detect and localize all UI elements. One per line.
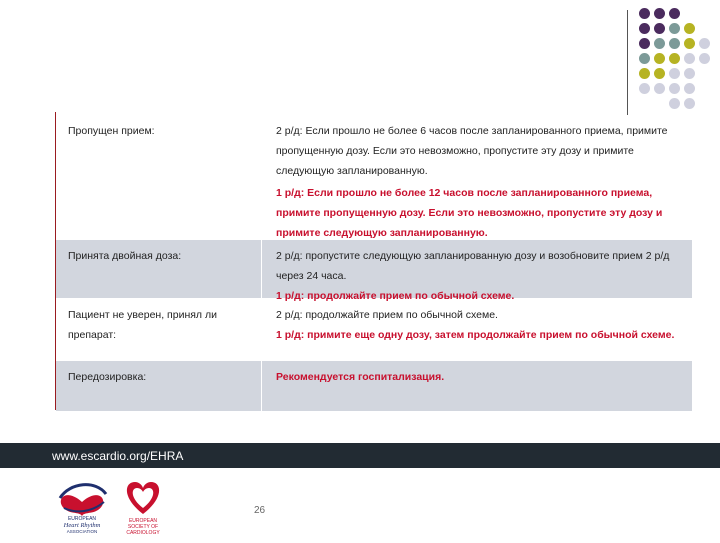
table-row [56,115,692,240]
esc-logo [118,478,168,543]
row-content [262,299,692,360]
row-content [262,361,692,411]
footer-url-link[interactable]: www.escardio.org/EHRA [52,449,184,463]
table-row [56,299,692,361]
table-row [56,361,692,412]
top-divider-line [627,10,628,115]
row-red-text: 1 р/д: примите еще одну дозу, затем продолжайте прием по обычной схеме. [276,329,675,341]
row-label: Принята двойная доза: [56,240,262,298]
svg-text:ASSOCIATION: ASSOCIATION [66,529,98,534]
row-text: 2 р/д: продолжайте прием по обычной схеме. [276,309,498,321]
page-number: 26 [254,505,266,516]
ehra-logo [52,472,112,539]
row-red-text: 1 р/д: продолжайте прием по обычной схеме. [276,290,515,302]
table-row [56,240,692,302]
svg-text:CARDIOLOGY: CARDIOLOGY [126,530,160,536]
row-label: Передозировка: [56,361,262,411]
svg-text:Heart Rhythm: Heart Rhythm [63,522,101,529]
row-text: 2 р/д: пропустите следующую запланированную дозу и возобновите прием 2 р/д через 24 часа. [276,250,670,282]
row-content [262,115,692,239]
svg-text:SOCIETY OF: SOCIETY OF [127,524,159,530]
row-text: 2 р/д: Если прошло не более 6 часов после запланированного приема, примите пропущенную дозу. Если это невозможно, пропустите эту дозу и примите следующую запланированную. [276,125,668,177]
svg-text:EUROPEAN: EUROPEAN [67,516,97,522]
row-red-text: Рекомендуется госпитализация. [276,371,445,383]
row-label: Пациент не уверен, принял ли препарат: [56,299,262,360]
row-label: Пропущен прием: [56,115,262,239]
svg-text:EUROPEAN: EUROPEAN [128,518,158,524]
row-red-text: 1 р/д: Если прошло не более 12 часов после запланированного приема, примите пропущенную дозу. Если это невозможно, пропустите эту дозу и примите следующую запланированную. [276,187,663,239]
dosing-table [56,115,692,412]
row-content [262,240,692,302]
